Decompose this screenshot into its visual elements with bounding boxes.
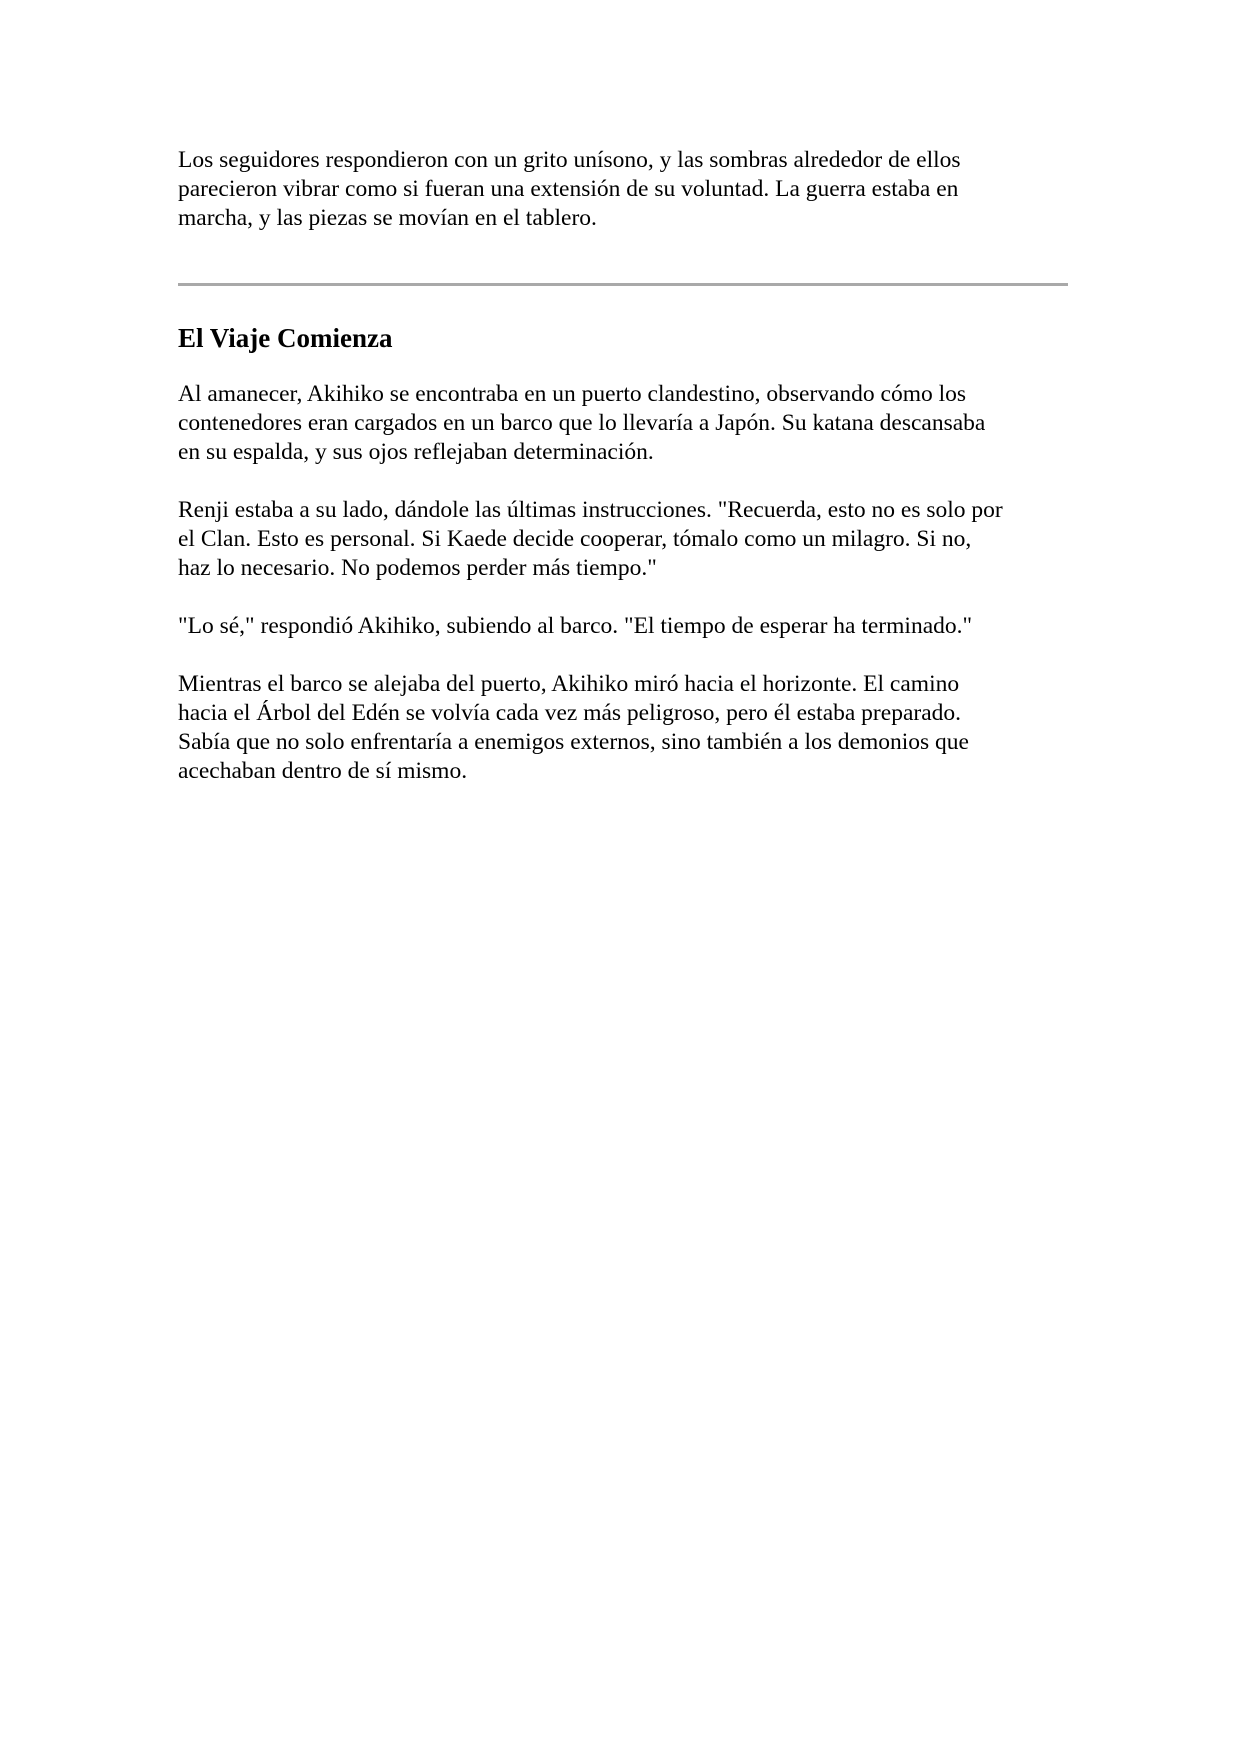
section-title: El Viaje Comienza (178, 323, 393, 353)
paragraph-3: "Lo sé," respondió Akihiko, subiendo al barco. "El tiempo de esperar ha terminado." (178, 613, 973, 639)
paragraph-1: Al amanecer, Akihiko se encontraba en un puerto clandestino, observando cómo los contenedores eran cargados en un barco que lo llevaría a Japón. Su katana descansaba en su espalda, y sus ojos reflejaban determinación. (178, 381, 986, 465)
document-page (178, 146, 1068, 786)
intro-paragraph: Los seguidores respondieron con un grito unísono, y las sombras alrededor de ellos parecieron vibrar como si fueran una extensión de su voluntad. La guerra estaba en marcha, y las piezas se movían en el tablero. (178, 147, 961, 231)
section-divider (178, 283, 1068, 286)
paragraph-4: Mientras el barco se alejaba del puerto, Akihiko miró hacia el horizonte. El camino hacia el Árbol del Edén se volvía cada vez más peligroso, pero él estaba preparado. Sabía que no solo enfrentaría a enemigos externos, sino también a los demonios que acechaban dentro de sí mismo. (178, 671, 969, 784)
paragraph-2: Renji estaba a su lado, dándole las últimas instrucciones. "Recuerda, esto no es solo por el Clan. Esto es personal. Si Kaede decide cooperar, tómalo como un milagro. Si no, haz lo necesario. No podemos perder más tiempo." (178, 497, 1003, 581)
